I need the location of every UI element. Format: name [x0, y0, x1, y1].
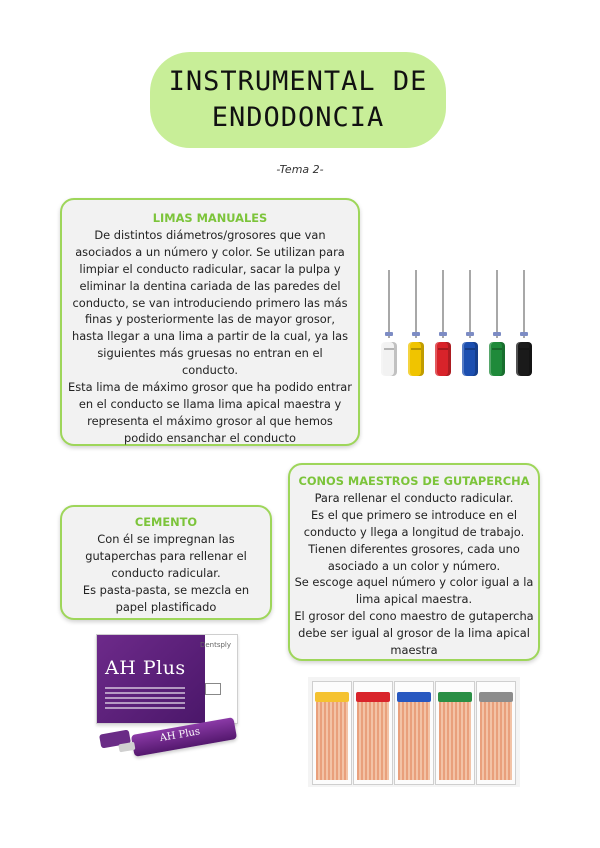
gutta-percha-box [312, 681, 352, 785]
endodontic-file [486, 262, 508, 386]
gutta-percha-box [476, 681, 516, 785]
conos-paragraph-2: Es el que primero se introduce en el conducto y llega a longitud de trabajo. [303, 507, 525, 539]
limas-paragraph-1: De distintos diámetros/grosores que van asociados a un número y color. Se utilizan para limpiar el conducto radicular, sacar la pulpa y eliminar la dentina cariada de las paredes del conducto, se van introduciendo primero las más finas y posteriormente las de mayor grosor, hasta llegar a una lima a partir de la cual, ya las siguientes más gruesas no entran en el conducto. [71, 227, 349, 378]
gutta-percha-box [353, 681, 393, 785]
limas-title: LIMAS MANUALES [152, 211, 268, 225]
endodontic-file [405, 262, 427, 386]
ce-mark-icon [205, 683, 221, 695]
cemento-paragraph-1: Con él se impregnan las gutaperchas para rellenar el conducto radicular. [85, 531, 247, 580]
page-subtitle: -Tema 2- [276, 163, 324, 176]
gutta-percha-box [394, 681, 434, 785]
ah-plus-brand: Dentsply [199, 641, 231, 649]
cemento-title: CEMENTO [134, 515, 198, 529]
conos-title: CONOS MAESTROS DE GUTAPERCHA [298, 474, 530, 488]
ah-plus-tube-label: AH Plus [158, 726, 201, 745]
limas-paragraph-2: Esta lima de máximo grosor que ha podido entrar en el conducto se llama lima apical maestra y representa el máximo grosor al que hemos podido ensanchar el conducto [68, 380, 352, 445]
limas-manuales-card [60, 198, 360, 446]
page-title-line2: ENDODONCIA [211, 102, 385, 133]
endodontic-files-image [378, 262, 540, 386]
conos-paragraph-4: Se escoge aquel número y color igual a la lima apical maestra. [294, 575, 534, 607]
endodontic-file [513, 262, 535, 386]
conos-paragraph-1: Para rellenar el conducto radicular. [314, 490, 514, 505]
conos-paragraph-3: Tienen diferentes grosores, cada uno asociado a un color y número. [308, 541, 520, 573]
conos-maestros-card [288, 463, 540, 661]
gutta-percha-points-image [308, 677, 520, 787]
page-title-line1: INSTRUMENTAL DE [168, 66, 428, 97]
ah-plus-box [96, 634, 238, 724]
ah-plus-product-image [96, 634, 242, 756]
endodontic-file [432, 262, 454, 386]
cemento-paragraph-2: Es pasta-pasta, se mezcla en papel plastificado [82, 582, 250, 614]
gutta-percha-box [435, 681, 475, 785]
ah-plus-logo: AH Plus [105, 657, 186, 679]
conos-paragraph-5: El grosor del cono maestro de gutapercha debe ser igual al grosor de la lima apical maestra [294, 609, 534, 658]
endodontic-file [459, 262, 481, 386]
endodontic-file [378, 262, 400, 386]
title-banner [150, 52, 446, 148]
cemento-card [60, 505, 272, 620]
